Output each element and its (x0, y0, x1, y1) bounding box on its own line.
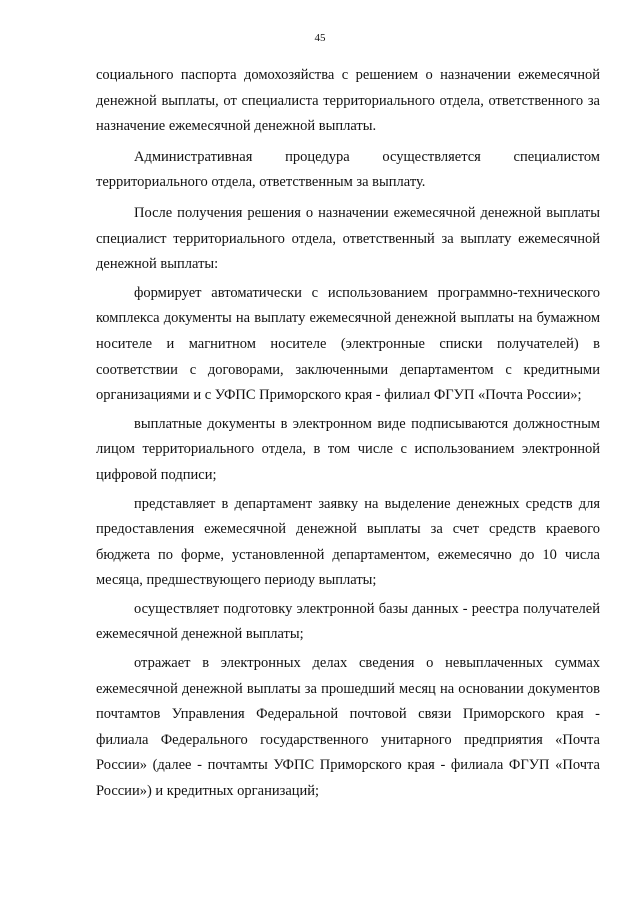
paragraph-continuation: социального паспорта домохозяйства с решением о назначении ежемесячной денежной выплаты, от специалиста территориального отдела, ответственного за назначение ежемесячной денежной выплаты. (96, 67, 600, 135)
paragraph-prepares-database: осуществляет подготовку электронной базы данных - реестра получателей ежемесячной денежной выплаты; (96, 600, 600, 643)
page-number: 45 (314, 32, 326, 44)
paragraph-after-decision: После получения решения о назначении ежемесячной денежной выплаты специалист территориального отдела, ответственный за выплату ежемесячной денежной выплаты: (96, 204, 600, 273)
document-body (96, 63, 600, 805)
paragraph-submits-request: представляет в департамент заявку на выделение денежных средств для предоставления ежемесячной денежной выплаты за счет средств краевого бюджета по форме, установленной департаментом, ежемесячно до 10 числа месяца, предшествующего периоду выплаты; (96, 495, 600, 589)
paragraph-payment-documents-signed: выплатные документы в электронном виде подписываются должностным лицом территориального отдела, в том числе с использованием электронной цифровой подписи; (96, 415, 600, 483)
paragraph-reflects-unpaid-sums: отражает в электронных делах сведения о невыплаченных суммах ежемесячной денежной выплаты за прошедший месяц на основании документов почтамтов Управления Федеральной почтовой связи Приморского края - филиала Федерального государственного унитарного предприятия «Почта России» (далее - почтамты УФПС Приморского края - филиала ФГУП «Почта России») и кредитных организаций; (96, 655, 600, 800)
paragraph-forms-documents: формирует автоматически с использованием программно-технического комплекса документы на выплату ежемесячной денежной выплаты на бумажном носителе и магнитном носителе (электронные списки получателей) в соответствии с договорами, заключенными департаментом с кредитными организациями и с УФПС Приморского края - филиал ФГУП «Почта России»; (96, 284, 600, 404)
paragraph-administrative-procedure: Административная процедура осуществляется специалистом территориального отдела, ответственным за выплату. (96, 148, 600, 191)
